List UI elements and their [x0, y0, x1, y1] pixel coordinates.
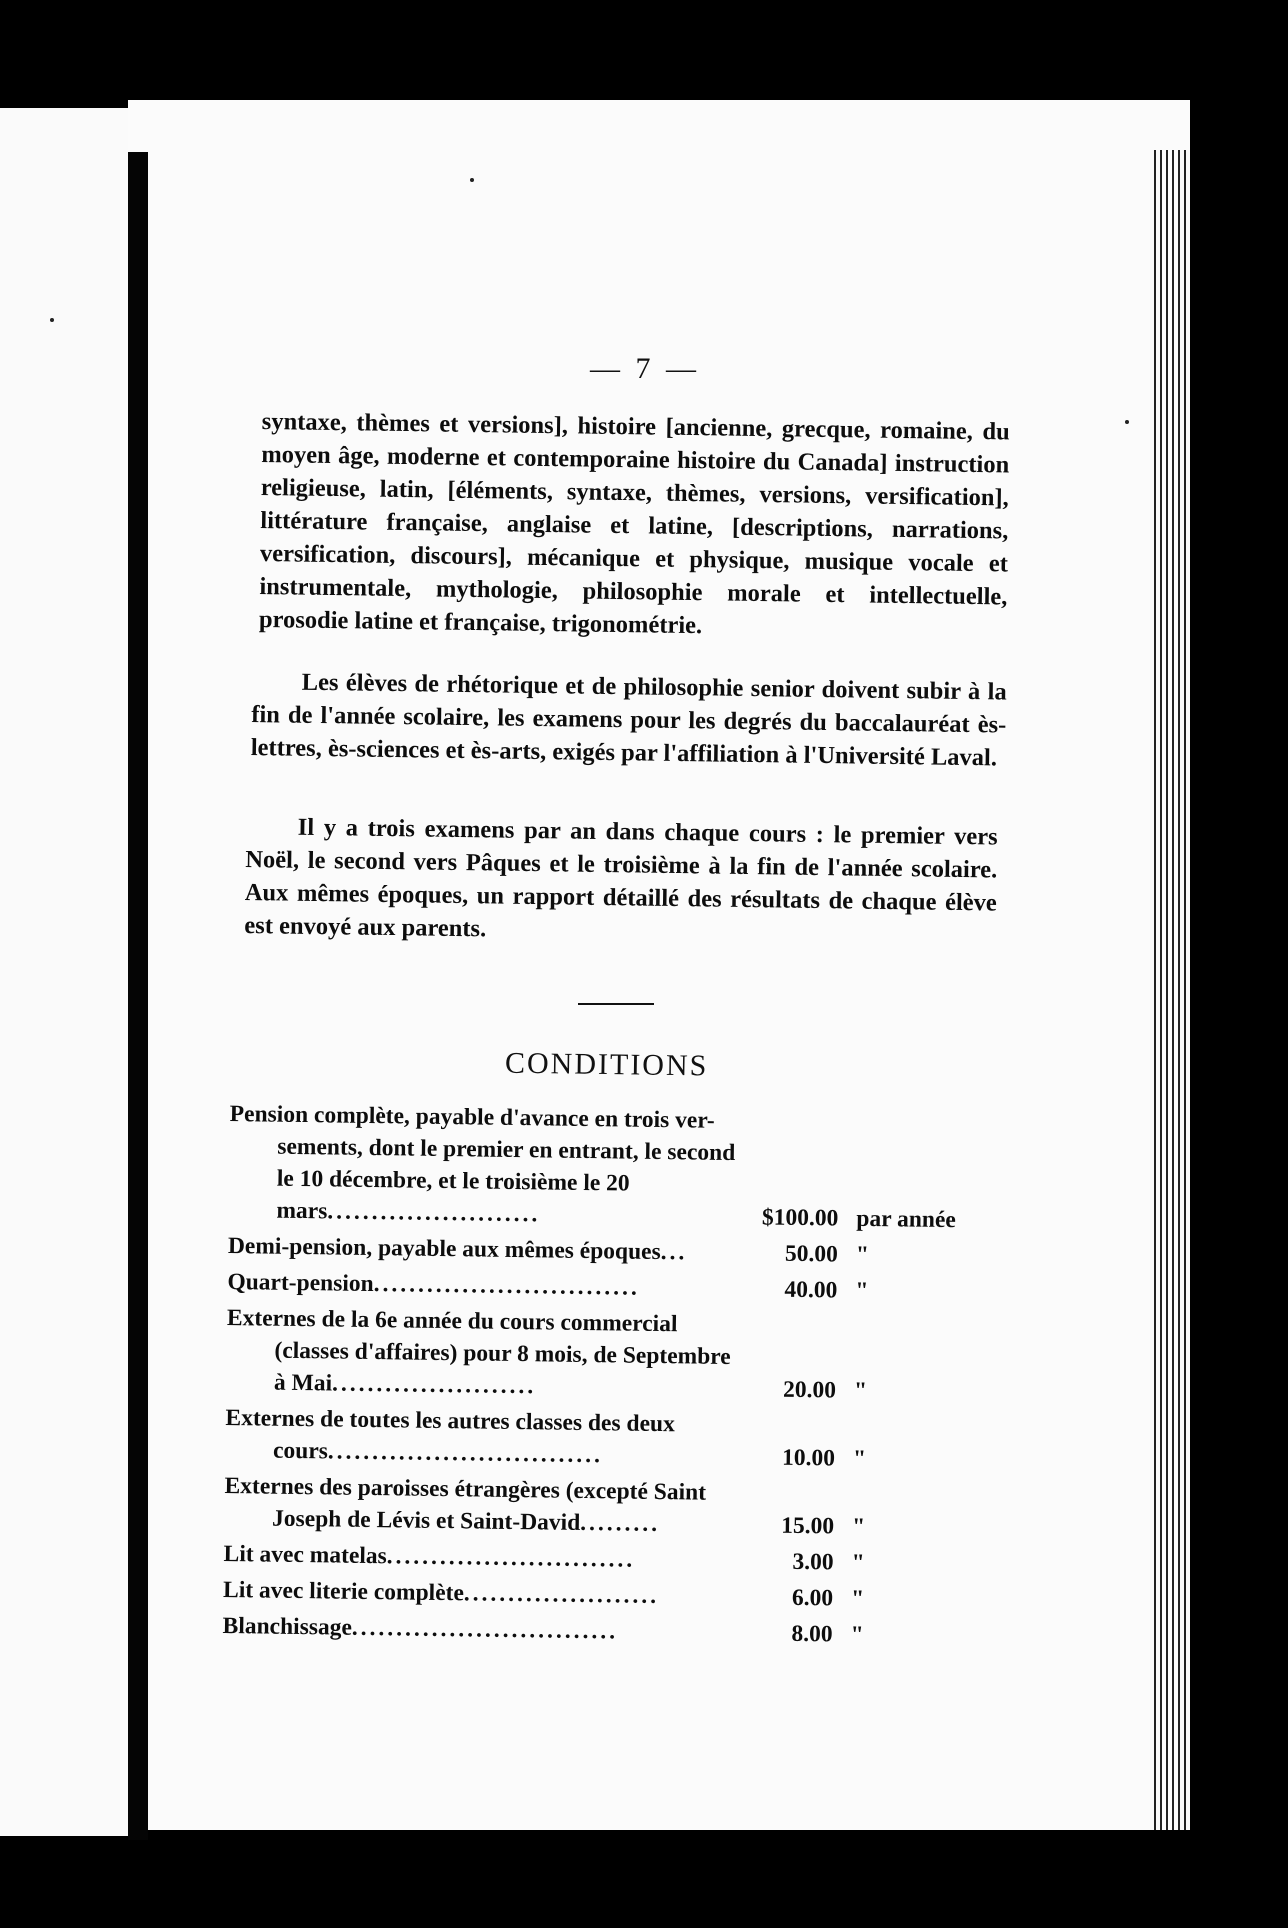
row-label-continued: cours: [272, 1437, 329, 1465]
table-row: [226, 1302, 987, 1409]
table-row: [227, 1266, 987, 1309]
leader-dots: ...............................: [327, 1438, 604, 1469]
row-amount: 15.00: [781, 1512, 835, 1540]
row-label: Quart-pension: [227, 1268, 374, 1298]
row-unit: ": [852, 1445, 867, 1472]
row-amount: 6.00: [791, 1584, 834, 1612]
leader-dots: ............................: [386, 1543, 636, 1573]
row-label: Externes de toutes les autres classes des deux: [225, 1404, 675, 1438]
leader-dots: .........: [580, 1509, 661, 1538]
row-unit: ": [851, 1513, 866, 1540]
row-label-continued: sements, dont le premier en entrant, le second le 10 décembre, et le troisième le 20 mars: [276, 1133, 736, 1225]
table-row: [223, 1574, 983, 1617]
leader-dots: ......................: [463, 1580, 660, 1610]
row-label-continued: Joseph de Lévis et Saint-David: [271, 1505, 581, 1536]
table-row: [222, 1610, 982, 1653]
page-top-margin: [128, 100, 1190, 152]
book-spine: [128, 100, 148, 1840]
row-amount: 10.00: [781, 1444, 836, 1472]
scan-speck: [470, 178, 474, 182]
row-amount: 8.00: [791, 1620, 833, 1648]
row-label: Externes de la 6e année du cours commercial: [226, 1304, 678, 1338]
left-facing-page: [0, 108, 128, 1836]
row-unit: ": [850, 1585, 865, 1612]
row-label: Pension complète, payable d'avance en trois ver-: [229, 1100, 715, 1134]
row-unit: ": [855, 1277, 869, 1304]
scan-speck: [50, 318, 54, 322]
leader-dots: ...: [660, 1239, 688, 1266]
row-amount: 3.00: [792, 1548, 834, 1576]
paragraph-curriculum: syntaxe, thèmes et versions], histoire [ancienne, grecque, romaine, du moyen âge, moderne et contemporaine histoire du Canada] instruction religieuse, latin, [éléments, syntaxe, thèmes, versions, versification], littérature française, anglaise et latine, [descriptions, narrations, versification, discours], mécanique et physique, musique vocale et instrumentale, mythologie, philosophie morale et intellectuelle, prosodie latine et française, trigonométrie.: [258, 407, 1010, 640]
leader-dots: ..............................: [373, 1271, 641, 1301]
row-label: Externes des paroisses étrangères (excepté Saint: [224, 1472, 707, 1506]
conditions-table: [222, 1098, 990, 1657]
table-row: [225, 1402, 986, 1477]
row-amount: $100.00: [761, 1204, 839, 1232]
scan-speck: [1125, 420, 1129, 424]
row-amount: 50.00: [784, 1240, 839, 1268]
table-row: [228, 1098, 990, 1237]
paragraph-examinations-schedule: Il y a trois examens par an dans chaque cours : le premier vers Noël, le second vers Pâques et le troisième à la fin de l'année scolaire. Aux mêmes époques, un rapport détaillé des résultats de chaque élève est envoyé aux parents.: [244, 813, 998, 943]
table-row: [223, 1538, 983, 1581]
row-label-continued: (classes d'affaires) pour 8 mois, de Septembre à Mai: [273, 1337, 731, 1397]
row-unit: par année: [856, 1205, 956, 1234]
leader-dots: ........................: [327, 1198, 541, 1228]
row-unit: ": [853, 1377, 868, 1404]
paragraph-examinations-degrees: Les élèves de rhétorique et de philosophie senior doivent subir à la fin de l'année scolaire, les examens pour les degrés du baccalauréat ès-lettres, ès-sciences et ès-arts, exigés par l'affiliation à l'Université Laval.: [250, 668, 1007, 772]
row-label: Blanchissage: [222, 1612, 353, 1641]
row-label: Lit avec literie complète: [222, 1576, 465, 1607]
row-label: Lit avec matelas: [223, 1540, 387, 1570]
row-unit: ": [851, 1549, 865, 1576]
row-unit: ": [850, 1621, 864, 1648]
conditions-heading: CONDITIONS: [504, 1046, 709, 1083]
leader-dots: ..............................: [351, 1614, 619, 1645]
section-divider: [578, 1003, 654, 1005]
page-number: — 7 —: [590, 352, 700, 385]
page-edge-stack: [1150, 150, 1190, 1830]
table-row: [224, 1470, 985, 1545]
table-row: [228, 1230, 988, 1273]
row-amount: 40.00: [784, 1276, 838, 1304]
leader-dots: .......................: [331, 1370, 537, 1400]
row-unit: ": [855, 1241, 870, 1268]
row-label: Demi-pension, payable aux mêmes époques: [227, 1232, 661, 1266]
row-amount: 20.00: [782, 1376, 837, 1404]
